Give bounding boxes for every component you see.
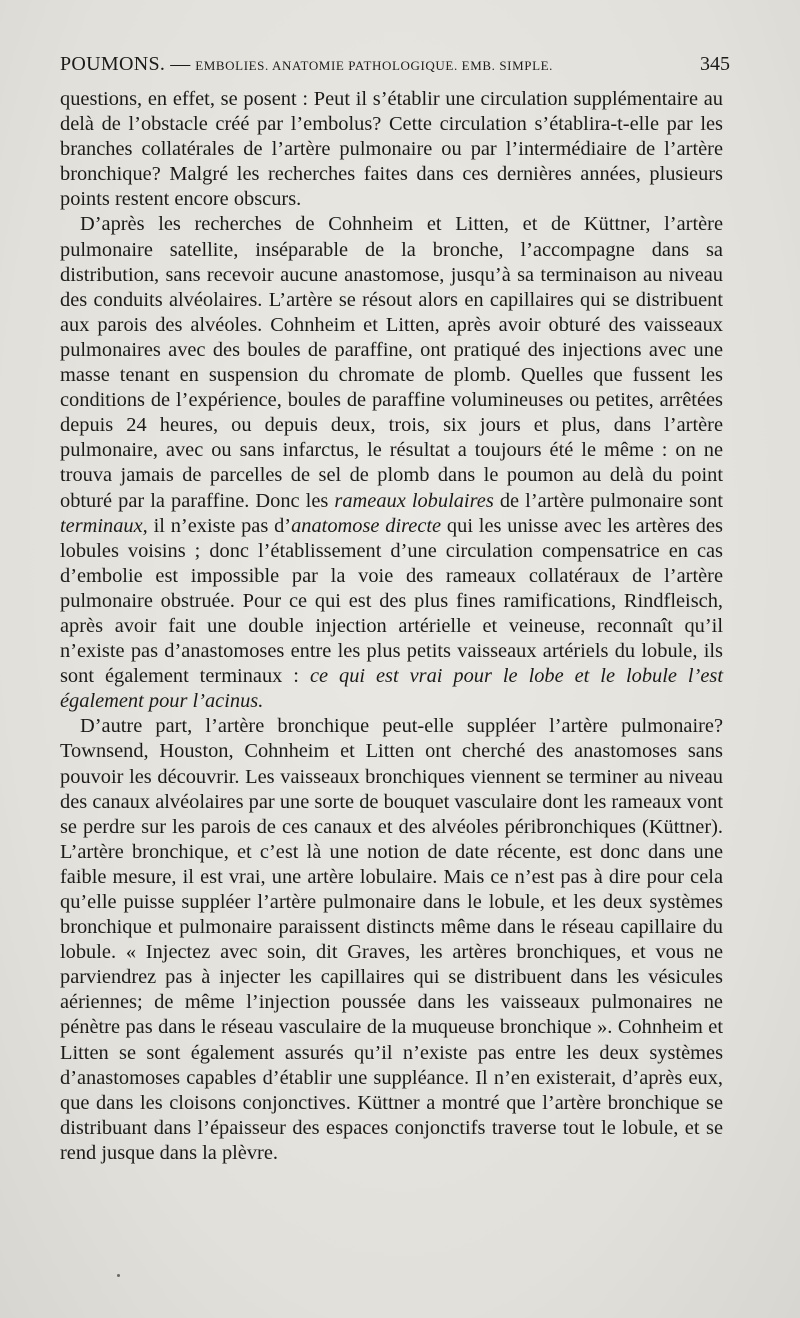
paragraph: [60, 714, 723, 1166]
paragraph: [60, 87, 723, 212]
text-run: D’après les recherches de Cohnheim et Litten, et de Küttner, l’artère pulmonaire satellite, inséparable de la bronche, l’accompagne dans sa distribution, sans recevoir aucune anastomose, jusqu’à sa terminaison au niveau des conduits alvéolaires. L’artère se résout alors en capillaires qui se distribuent aux parois des alvéoles. Cohnheim et Litten, après avoir obturé des vaisseaux pulmonaires avec des boules de paraffine, ont pratiqué des injections avec une masse tenant en suspension du chromate de plomb. Quelles que fussent les conditions de l’expérience, boules de paraffine volumineuses ou petites, arrêtées depuis 24 heures, ou depuis deux, trois, six jours et plus, dans l’artère pulmonaire, avec ou sans infarctus, le résultat a toujours été le même : on ne trouva jamais de parcelles de sel de plomb dans le poumon au delà du point obturé par la paraffine. Donc les: [60, 213, 723, 512]
italic-phrase: rameaux lobulaires: [334, 489, 494, 512]
paragraph: [60, 212, 723, 714]
body-text: [60, 87, 723, 1166]
text-run: qui les unisse avec les artères des lobules voisins ; donc l’établissement d’une circulation compensatrice en cas d’embolie est impossible par la voie des rameaux collatéraux de l’artère pulmonaire obstruée. Pour ce qui est des plus fines ramifications, Rindfleisch, après avoir fait une double injection artérielle et veineuse, reconnaît qu’il n’existe pas d’anastomoses entre les plus petits vaisseaux artériels du lobule, ils sont également terminaux :: [60, 514, 723, 688]
italic-phrase: anatomose directe: [291, 514, 442, 537]
text-run: D’autre part, l’artère bronchique peut-elle suppléer l’artère pulmonaire? Townsend, Houston, Cohnheim et Litten ont cherché des anastomoses sans pouvoir les découvrir. Les vaisseaux bronchiques viennent se terminer au niveau des canaux alvéolaires par une sorte de bouquet vasculaire dont les rameaux vont se perdre sur les parois de ces canaux et des alvéoles péribronchiques (Küttner). L’artère bronchique, et c’est là une notion de date récente, est donc dans une faible mesure, il est vrai, une artère lobulaire. Mais ce n’est pas à dire pour cela qu’elle puisse suppléer l’artère pulmonaire dans le lobule, et les deux systèmes bronchique et pulmonaire paraissent distincts même dans le réseau capillaire du lobule. « Injectez avec soin, dit Graves, les artères bronchiques, et vous ne parviendrez pas à injecter les capillaires qui se distribuent dans les vésicules aériennes; de même l’injection poussée dans les vaisseaux pulmonaires ne pénètre pas dans le réseau vasculaire de la muqueuse bronchique ». Cohnheim et Litten se sont également assurés qu’il n’existe pas entre les deux systèmes d’anastomoses capables d’établir une suppléance. Il n’en existerait, d’après eux, que dans les cloisons conjonctives. Küttner a montré que l’artère bronchique se distribuant dans l’épaisseur des espaces conjonctifs traverse tout le lobule, et se rend jusque dans la plèvre.: [60, 715, 723, 1164]
italic-phrase: terminaux,: [60, 514, 148, 537]
text-run: questions, en effet, se posent : Peut il s’établir une circulation supplémentaire au delà de l’obstacle créé par l’embolus? Cette circulation s’établira-t-elle par les branches collatérales de l’artère pulmonaire ou par l’intermédiaire de l’artère bronchique? Malgré les recherches faites dans ces dernières années, plusieurs points restent encore obscurs.: [60, 88, 723, 211]
text-run: il n’existe pas d’: [147, 514, 292, 537]
header-separator: —: [170, 53, 191, 75]
running-header: [60, 52, 730, 78]
text-run: de l’artère pulmonaire sont: [493, 489, 724, 512]
page-number: 345: [700, 53, 730, 75]
header-title: POUMONS.: [60, 53, 166, 75]
header-subtitle: EMBOLIES. ANATOMIE PATHOLOGIQUE. EMB. SIMPLE.: [195, 58, 553, 73]
italic-phrase: ce qui est vrai pour le lobe et le lobule l’est également pour l’acinus.: [60, 665, 723, 713]
paper-speck: [117, 1274, 120, 1277]
